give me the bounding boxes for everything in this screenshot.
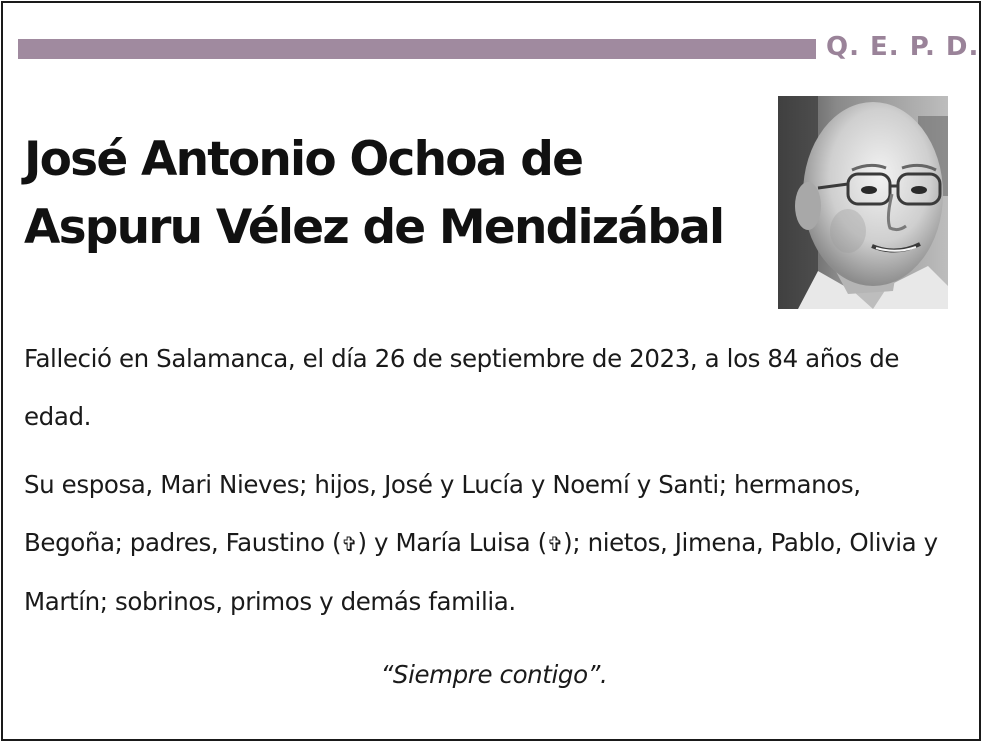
family-text-part-1: Su esposa, Mari Nieves; hijos, José y Lucía y Noemí y Santi; hermanos, Begoña; padres, Faustino ( xyxy=(24,470,861,557)
family-paragraph xyxy=(24,456,964,631)
header-bar xyxy=(18,39,816,59)
family-text-part-2: ) y María Luisa ( xyxy=(357,528,547,557)
memorial-quote: “Siempre contigo”. xyxy=(380,660,608,689)
qepd-label: Q. E. P. D. xyxy=(826,32,980,62)
cross-icon: ✞ xyxy=(546,532,564,556)
death-notice-paragraph: Falleció en Salamanca, el día 26 de septiembre de 2023, a los 84 años de edad. xyxy=(24,344,900,431)
family-text-part-3: ); nietos, Jimena, Pablo, Olivia y Martín; sobrinos, primos y demás familia. xyxy=(24,528,938,616)
notice-body xyxy=(24,330,964,631)
cross-icon: ✞ xyxy=(341,532,358,556)
portrait-photo xyxy=(778,96,948,309)
deceased-name xyxy=(24,126,784,262)
name-line-2: Aspuru Vélez de Mendizábal xyxy=(24,200,724,255)
portrait-photo-icon xyxy=(778,96,948,309)
name-line-1: José Antonio Ochoa de xyxy=(24,132,583,187)
